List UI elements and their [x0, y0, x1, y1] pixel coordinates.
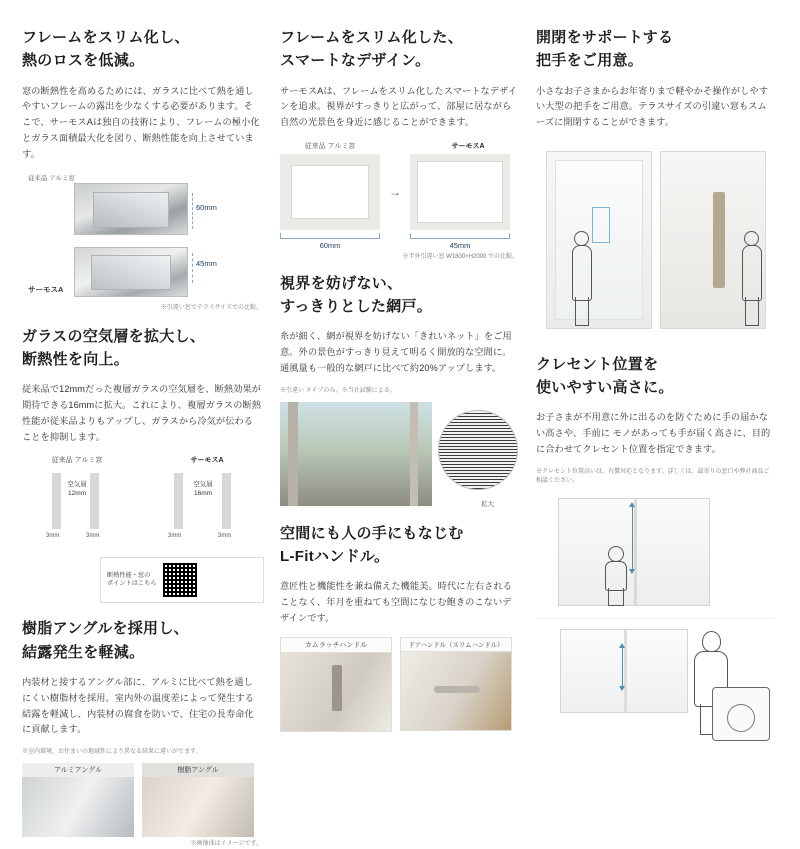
section-title: クレセント位置を 使いやすい高さに。 — [536, 355, 674, 397]
height-arrow-icon — [622, 647, 623, 687]
section-title: フレームをスリム化した、 スマートなデザイン。 — [280, 29, 464, 70]
air-label-new: サーモスA — [190, 457, 224, 465]
section-body: 従来品で12mmだった複層ガラスの空気層を、断熱効果が期待できる16mmに拡大。これにより、複層ガラスの断熱性能が従来品よりもアップし、ガラスから冷気が伝わることを抑制します。 — [22, 384, 262, 442]
handle-callout-box — [592, 207, 610, 243]
child-figure — [596, 546, 636, 606]
air-layer-figure — [22, 455, 262, 551]
photo-caption: アルミアングル — [22, 763, 134, 777]
dimension-old: 60mm — [280, 233, 380, 250]
label-old: 従来品 アルミ窓 — [304, 142, 356, 150]
section-note: ※クレセント位置高いは、有償対応となります。詳しくは、最寄りの窓口や弊社商品ご相談ください。 — [536, 468, 770, 484]
dimension-line-old — [192, 193, 193, 229]
large-handle-icon — [713, 192, 725, 288]
section-title: ガラスの空気層を拡大し、 断熱性を向上。 — [22, 327, 206, 368]
section-open-close-support — [536, 26, 774, 337]
glass-thickness-new-right: 3mm — [218, 533, 232, 540]
photo-old-aluminum-frame — [74, 183, 188, 235]
left-column — [22, 26, 262, 848]
air-gap-new: 空気層 16mm — [193, 481, 213, 497]
figure-note: ※半外引違い窓 W1800×H2000 での比較。 — [402, 253, 518, 260]
person-figure-right — [736, 231, 770, 327]
section-smart-design — [280, 26, 518, 262]
glass-diagram-new — [148, 467, 258, 541]
section-title: フレームをスリム化し、 熱のロスを低減。 — [22, 29, 190, 70]
section-resin-angle — [22, 617, 262, 849]
photo-thermos-a-frame — [74, 247, 188, 297]
photo-note: ※画像体はイメージです。 — [190, 841, 262, 848]
handle-caption: カムラッチハンドル — [280, 637, 392, 652]
qr-callout[interactable] — [100, 557, 264, 603]
crescent-height-illustration — [536, 492, 774, 610]
section-body: 糸が細く、網が視界を妨げない「きれいネット」をご用意。外の景色がすっきり見えて明るく開放的な空間に。通風量も一般的な網戸に比べて約20%アップします。 — [280, 331, 512, 374]
section-note: ※室内環境、お住まいの地域性により異なる結果に違いがでます。 — [22, 749, 202, 756]
section-title: 開閉をサポートする 把手をご用意。 — [536, 29, 674, 70]
section-lfit-handle — [280, 522, 518, 732]
section-air-layer — [22, 325, 262, 604]
glass-thickness-new-left: 3mm — [168, 533, 182, 540]
figure-label-old: 従来品 アルミ窓 — [28, 174, 76, 182]
section-crescent-position — [536, 353, 774, 747]
figure-label-new: サーモスA — [28, 284, 64, 294]
qr-text: 断熱性能・窓の ポイントはこちら — [107, 572, 157, 588]
section-body: 窓の断熱性を高めるためには、ガラスに比べて熱を通しやすいフレームの露出を少なくする必要があります。そこで、サーモスAは独自の技術により、フレームの極小化とガラス面積最大化を図り、断熱性能を向上させています。 — [22, 85, 260, 159]
photo-image — [142, 777, 254, 837]
dimension-new-value: 45mm — [196, 258, 217, 268]
handle-image — [280, 652, 392, 732]
handle-image — [400, 651, 512, 731]
frame-design-comparison — [280, 141, 518, 262]
comparison-dimensions — [280, 233, 518, 250]
right-column — [536, 26, 774, 790]
glass-diagram-old — [22, 467, 132, 541]
section-title: 視界を妨げない、 すっきりとした網戸。 — [280, 274, 433, 316]
window-diagram-new — [410, 154, 510, 230]
frame-comparison-figure — [22, 173, 262, 301]
section-title: 空間にも人の手にもなじむ L-Fitハンドル。 — [280, 524, 464, 566]
net-photo — [280, 402, 432, 506]
qr-code-icon[interactable] — [163, 563, 197, 597]
arrow-right-icon: → — [389, 184, 401, 199]
net-zoom-circle — [438, 410, 518, 490]
section-clear-net — [280, 272, 518, 506]
photo-caption: 樹脂アングル — [142, 763, 254, 777]
comparison-row — [280, 154, 518, 230]
glass-thickness-old-right: 3mm — [86, 533, 100, 540]
glass-diagrams — [22, 467, 262, 541]
section-frame-slim — [22, 26, 262, 313]
handle-door — [400, 637, 512, 732]
label-new: サーモスA — [451, 142, 485, 150]
handle-camlatch — [280, 637, 392, 732]
section-title: 樹脂アングルを採用し、 結露発生を軽減。 — [22, 620, 189, 661]
net-figure — [280, 402, 518, 506]
handle-caption: ドアハンドル（スリムハンドル） — [400, 637, 512, 651]
photo-image — [22, 777, 134, 837]
dimension-new: 45mm — [410, 233, 510, 250]
angle-photo-resin — [142, 763, 254, 837]
window-diagram-old — [280, 154, 380, 230]
angle-photo-pair — [22, 763, 262, 837]
air-figure-labels — [22, 455, 262, 465]
air-gap-old: 空気層 12mm — [67, 481, 87, 497]
dimension-line-new — [192, 253, 193, 283]
section-note: ※引違い タイプのみ。※当社試験による。 — [280, 387, 396, 394]
figure-note: ※引違い窓でテラスサイズでの比較。 — [160, 304, 262, 311]
section-body: 小さなお子さまからお年寄りまで軽やかそ操作がしやすい大型の把手をご用意。テラスサイズの引違い窓もスムーズに開閉することができます。 — [536, 85, 768, 128]
washing-machine-icon — [712, 687, 770, 741]
window-diagram — [560, 629, 688, 713]
air-label-old: 従来品 アルミ窓 — [51, 457, 103, 465]
angle-photo-aluminum — [22, 763, 134, 837]
section-body: 意匠性と機能性を兼ね備えた機能美。時代に左右されることなく、年月を重ねても空間になじむ飽きのこないデザインです。 — [280, 581, 512, 624]
net-zoom-caption: 拡大 — [481, 500, 494, 508]
door-handle-illustration — [536, 141, 774, 337]
laundry-room-illustration — [536, 618, 774, 747]
comparison-labels — [280, 141, 518, 151]
section-body: お子さまが不用意に外に出るのを防ぐために手の届かない高さや、手前に モノがあっても手が届く高さに、目的に合わせてクレセント位置を指定できます。 — [536, 412, 771, 455]
dimension-old-value: 60mm — [196, 202, 217, 212]
section-body: 内装材と接するアングル部に、アルミに比べて熱を通しにくい樹脂材を採用。室内外の温度差によって発生する結露を軽減し、内装材の腐食を防いで、住宅の長寿命化に貢献します。 — [22, 676, 254, 735]
middle-column — [280, 26, 518, 790]
section-body: サーモスAは、フレームをスリム化したスマートなデザインを追求。視界がすっきりと広がって、部屋に居ながら自然の光景色を身近に感じることができます。 — [280, 85, 518, 128]
handle-photo-pair — [280, 637, 518, 732]
person-figure-left — [566, 231, 600, 327]
glass-thickness-old-left: 3mm — [46, 533, 60, 540]
